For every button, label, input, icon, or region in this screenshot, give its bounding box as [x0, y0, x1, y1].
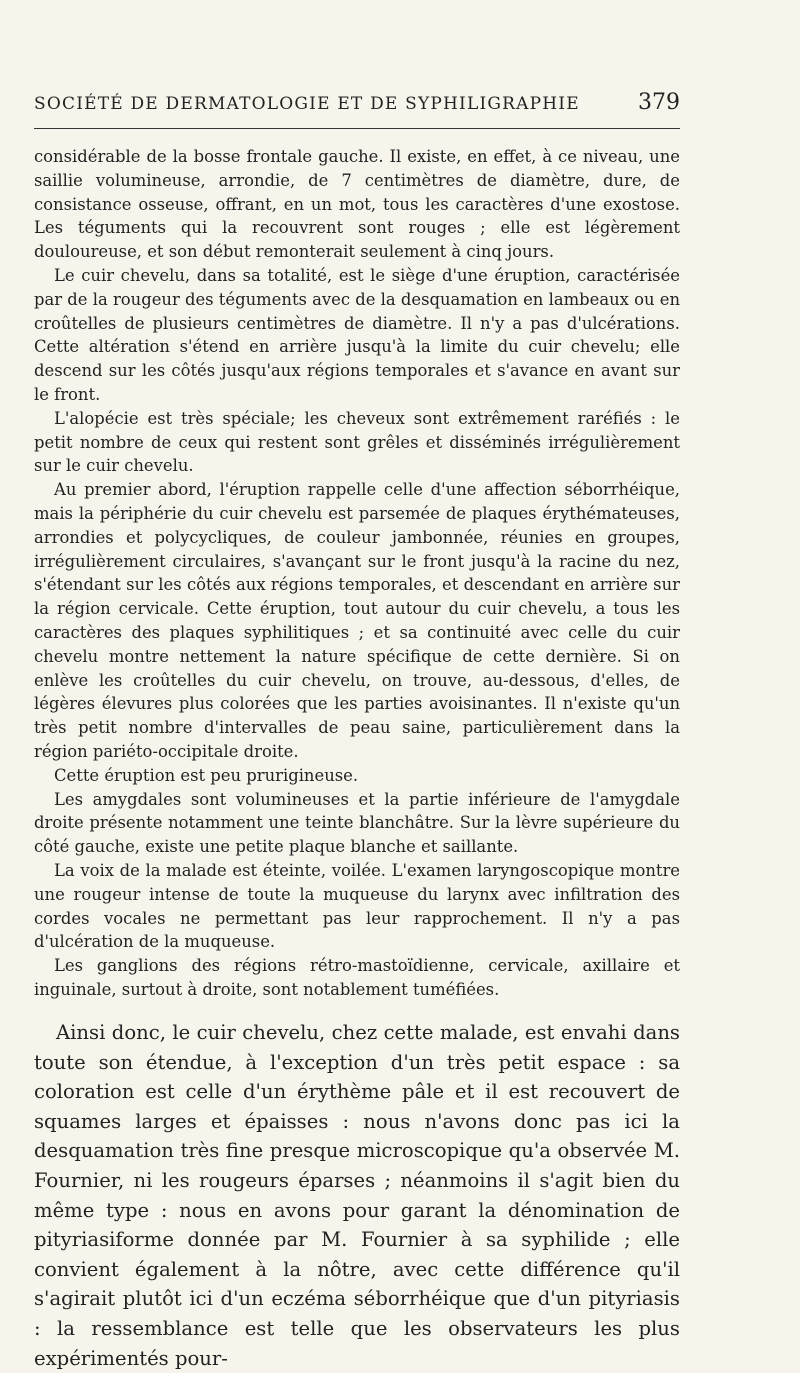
paragraph: Les amygdales sont volumineuses et la partie inférieure de l'amygdale droite présente notamment une teinte blanchâtre. Sur la lèvre supérieure du côté gauche, existe une petite plaque blanche et saillante. [34, 789, 680, 857]
running-title: SOCIÉTÉ DE DERMATOLOGIE ET DE SYPHILIGRAPHIE [34, 94, 580, 114]
paragraph: Les ganglions des régions rétro-mastoïdienne, cervicale, axillaire et inguinale, surtout à droite, sont notablement tuméfiées. [34, 956, 680, 999]
paragraph: Cette éruption est peu prurigineuse. [54, 765, 359, 785]
paragraph: Le cuir chevelu, dans sa totalité, est le siège d'une éruption, caractérisée par de la rougeur des téguments avec de la desquamation en lambeaux ou en croûtelles de plusieurs centimètres de diamètre. Il n'y a pas d'ulcérations. Cette altération s'étend en arrière jusqu'à la limite du cuir chevelu; elle descend sur les côtés jusqu'aux régions temporales et s'avance en avant sur le front. [34, 265, 680, 404]
case-report-text [34, 145, 680, 1002]
paragraph: Au premier abord, l'éruption rappelle celle d'une affection séborrhéique, mais la périphérie du cuir chevelu est parsemée de plaques érythémateuses, arrondies et polycycliques, de couleur jambonnée, réunies en groupes, irrégulièrement circulaires, s'avançant sur le front jusqu'à la racine du nez, s'étendant sur les côtés aux régions temporales, et descendant en arrière sur la région cervicale. Cette éruption, tout autour du cuir chevelu, a tous les caractères des plaques syphilitiques ; et sa continuité avec celle du cuir chevelu montre nettement la nature spécifique de cette dernière. Si on enlève les croûtelles du cuir chevelu, on trouve, au-dessous, d'elles, de légères élevures plus colorées que les parties avoisinantes. Il n'existe qu'un très petit nombre d'intervalles de peau saine, particulièrement dans la région pariéto-occipitale droite. [34, 480, 680, 761]
header-rule [34, 128, 680, 129]
paragraph: considérable de la bosse frontale gauche. Il existe, en effet, à ce niveau, une saillie volumineuse, arrondie, de 7 centimètres de diamètre, dure, de consistance osseuse, offrant, en un mot, tous les caractères d'une exostose. Les téguments qui la recouvrent sont rouges ; elle est légèrement douloureuse, et son début remonterait seulement à cinq jours. [34, 147, 680, 262]
paragraph: L'alopécie est très spéciale; les cheveux sont extrêmement raréfiés : le petit nombre de ceux qui restent sont grêles et disséminés irrégulièrement sur le cuir chevelu. [34, 408, 680, 476]
commentary-text [34, 1018, 680, 1373]
paragraph: Ainsi donc, le cuir chevelu, chez cette malade, est envahi dans toute son étendue, à l'exception d'un très petit espace : sa coloration est celle d'un érythème pâle et il est recouvert de squames larges et épaisses : nous n'avons donc pas ici la desquamation très fine presque microscopique qu'a observée M. Fournier, ni les rougeurs éparses ; néanmoins il s'agit bien du même type : nous en avons pour garant la dénomination de pityriasiforme donnée par M. Fournier à sa syphilide ; elle convient également à la nôtre, avec cette différence qu'il s'agirait plutôt ici d'un eczéma séborrhéique que d'un pityriasis : la ressemblance est telle que les observateurs les plus expérimentés pour- [34, 1021, 680, 1370]
page-number: 379 [638, 90, 680, 115]
paragraph: La voix de la malade est éteinte, voilée. L'examen laryngoscopique montre une rougeur intense de toute la muqueuse du larynx avec infiltration des cordes vocales ne permettant pas leur rapprochement. Il n'y a pas d'ulcération de la muqueuse. [34, 860, 680, 952]
running-header [34, 90, 680, 115]
